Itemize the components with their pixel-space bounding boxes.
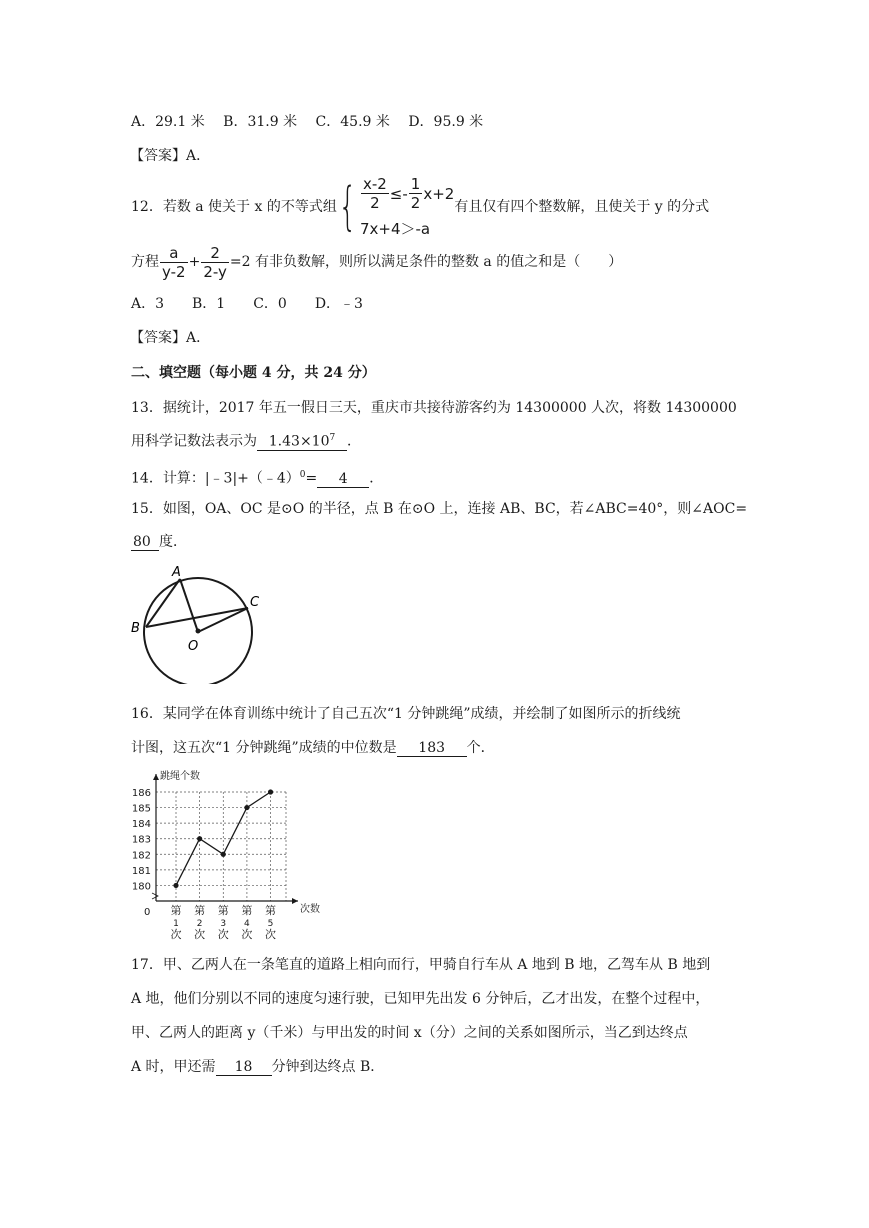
numerator: 2: [201, 244, 229, 263]
denominator: 2-y: [203, 262, 227, 281]
q13-line1: 13．据统计，2017 年五一假日三天，重庆市共接待游客约为 14300000 人次，将数 14300000: [131, 400, 737, 416]
q12-line2: [131, 240, 622, 284]
label-c: C: [250, 595, 260, 610]
fraction: [409, 175, 423, 212]
q15-line1: 15．如图，OA、OC 是⊙O 的半径，点 B 在⊙O 上，连接 AB、BC，若∠ABC=40°，则∠AOC=: [131, 501, 748, 517]
answer-blank: 183: [397, 740, 467, 757]
inequality-1: [360, 175, 454, 212]
label-o: O: [188, 639, 199, 654]
q17-line3: 甲、乙两人的距离 y（千米）与甲出发的时间 x（分）之间的关系如图所示，当乙到达终点: [131, 1025, 688, 1041]
center-dot: [196, 629, 201, 634]
x-tick-label: 第: [217, 904, 229, 917]
x-tick-label: 次: [241, 928, 253, 941]
segment-oa: [180, 579, 198, 632]
equals-sign: =: [305, 470, 318, 487]
line-chart: [126, 766, 322, 944]
denominator: 2: [370, 194, 380, 212]
x-axis-arrow: [292, 898, 298, 904]
q14-text: 14．计算：|﹣3|+（﹣4）: [131, 470, 300, 487]
x-tick-label: 2: [196, 919, 203, 929]
x-axis-title: 次数: [300, 904, 320, 915]
q11-options: A．29.1 米 B．31.9 米 C．45.9 米 D．95.9 米: [131, 114, 484, 130]
y-tick-label: 186: [131, 788, 151, 799]
y-axis-arrow: [153, 774, 159, 780]
x-tick-label: 第: [170, 904, 182, 917]
answer-blank: [257, 430, 347, 451]
x-tick-label: 4: [244, 919, 250, 929]
label-a: A: [172, 565, 181, 580]
y-axis-title: 跳绳个数: [160, 771, 200, 782]
q15-line2: [131, 532, 187, 552]
x-tick-label: 次: [265, 928, 277, 941]
answer-value: 1.43×10: [268, 433, 330, 450]
y-tick-label: 181: [131, 865, 151, 877]
fraction: [201, 244, 229, 281]
exponent: 0: [299, 470, 306, 480]
y-tick-label: 182: [131, 850, 151, 862]
q12-line1: [131, 172, 709, 242]
x-tick-label: 次: [194, 928, 206, 941]
x-tick-label: 5: [267, 919, 274, 929]
fraction: [361, 175, 389, 212]
y-tick-label: 180: [131, 881, 151, 893]
y-tick-label: 184: [131, 819, 151, 831]
segment-bc: [146, 608, 248, 627]
q17-line2: A 地，他们分别以不同的速度匀速行驶，已知甲先出发 6 分钟后，乙才出发，在整个过程中，: [131, 991, 710, 1007]
answer-blank: 18: [216, 1059, 272, 1076]
circle-figure: [128, 562, 268, 684]
origin-label: 0: [144, 907, 151, 918]
x-tick-label: 1: [173, 919, 179, 929]
data-point: [173, 883, 178, 888]
q13-line2: [131, 430, 361, 452]
q13-text: 用科学记数法表示为: [131, 433, 257, 450]
q14-line: [131, 465, 383, 489]
q11-answer: 【答案】A．: [130, 148, 211, 164]
denominator: 2: [410, 194, 421, 212]
data-point: [221, 852, 226, 857]
answer-blank: 4: [317, 471, 369, 488]
x-tick-label: 次: [170, 928, 182, 941]
y-tick-label: 185: [131, 803, 151, 815]
y-tick-label: 183: [131, 834, 151, 846]
q14-end: ．: [369, 470, 384, 487]
q16-text: 计图，这五次“1 分钟跳绳”成绩的中位数是: [131, 740, 397, 756]
q16-line2: [131, 738, 495, 758]
numerator: 1: [410, 175, 421, 193]
q12-stem-d: =2 有非负数解，则所以满足条件的整数 a 的值之和是（ ）: [229, 254, 623, 270]
inequality-system: [337, 175, 454, 239]
data-point: [268, 789, 273, 794]
q16-end: 个．: [466, 740, 495, 756]
q12-answer: 【答案】A．: [130, 330, 211, 346]
q12-stem-a: 12．若数 a 使关于 x 的不等式组: [131, 199, 337, 215]
exponent: 7: [329, 433, 336, 443]
q12-options: A．3 B．1 C．0 D．﹣3: [131, 296, 363, 312]
fraction: [160, 244, 188, 281]
section-title: 二、填空题（每小题 4 分，共 24 分）: [131, 365, 376, 381]
q15-end: 度．: [159, 534, 187, 550]
brace-symbol: {: [338, 177, 357, 237]
axis-break: [152, 893, 158, 899]
numerator: x-2: [362, 175, 387, 193]
q16-line1: 16．某同学在体育训练中统计了自己五次“1 分钟跳绳”成绩，并绘制了如图所示的折线统: [131, 706, 681, 722]
denominator: y-2: [162, 262, 186, 281]
data-point: [197, 836, 202, 841]
x-tick-label: 第: [265, 904, 277, 917]
q12-stem-b: 有且仅有四个整数解，且使关于 y 的分式: [454, 199, 710, 215]
answer-blank: 80: [131, 534, 159, 551]
segment-ab: [146, 579, 180, 627]
inequality-2: 7x+4＞-a: [359, 220, 431, 238]
relation: ≤-: [389, 184, 408, 203]
x-tick-label: 第: [194, 904, 206, 917]
q17-line4: [131, 1057, 384, 1077]
x-tick-label: 第: [241, 904, 253, 917]
numerator: a: [160, 244, 188, 263]
term: x+2: [423, 184, 455, 203]
data-point: [244, 805, 249, 810]
q17-end: 分钟到达终点 B．: [271, 1059, 385, 1075]
segment-oc: [198, 608, 248, 632]
x-tick-label: 3: [220, 919, 227, 929]
q17-text: A 时，甲还需: [131, 1059, 216, 1075]
q13-end: ．: [347, 433, 361, 450]
x-tick-label: 次: [217, 928, 229, 941]
label-b: B: [131, 621, 140, 636]
q12-stem-c: 方程: [131, 254, 159, 270]
plus-sign: +: [188, 254, 201, 270]
q17-line1: 17．甲、乙两人在一条笔直的道路上相向而行，甲骑自行车从 A 地到 B 地，乙驾车从 B 地到: [131, 957, 711, 973]
